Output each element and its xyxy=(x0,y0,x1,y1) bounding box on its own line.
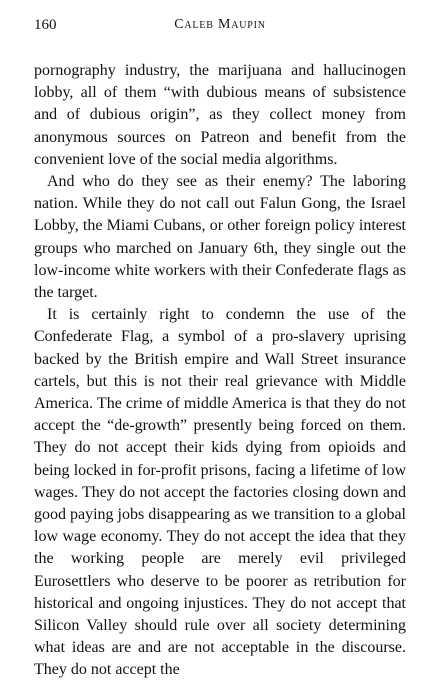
body-text xyxy=(34,60,406,682)
paragraph-continued: pornography industry, the marijuana and hallucinogen lobby, all of them “with dubious means of subsistence and of dubious origin”, as they collect money from anonymous sources on Patreon and benefit from the convenient love of the social media algorithms. xyxy=(34,62,406,168)
page-header xyxy=(34,14,406,36)
paragraph: It is certainly right to condemn the use of the Confederate Flag, a symbol of a pro-slavery uprising backed by the British empire and Wall Street insurance cartels, but this is not their real grievance with Middle America. The crime of middle America is that they do not accept the “de-growth” presently being forced on them. They do not accept their kids dying from opioids and being locked in for-profit prisons, facing a lifetime of low wages. They do not accept the factories closing down and good paying jobs disappearing as we transition to a global low wage economy. They do not accept the idea that they the working people are merely evil privileged Eurosettlers who deserve to be poorer as retribution for historical and ongoing injustices. They do not accept that Silicon Valley should rule over all society determining what ideas are and are not acceptable in the discourse. They do not accept the xyxy=(34,306,406,679)
running-head: Caleb Maupin xyxy=(174,17,266,32)
page-number: 160 xyxy=(34,17,57,33)
paragraph: And who do they see as their enemy? The laboring nation. While they do not call out Falun Gong, the Israel Lobby, the Miami Cubans, or other foreign policy interest groups who marched on January 6th, they single out the low-income white workers with their Confederate flags as the target. xyxy=(34,173,406,302)
